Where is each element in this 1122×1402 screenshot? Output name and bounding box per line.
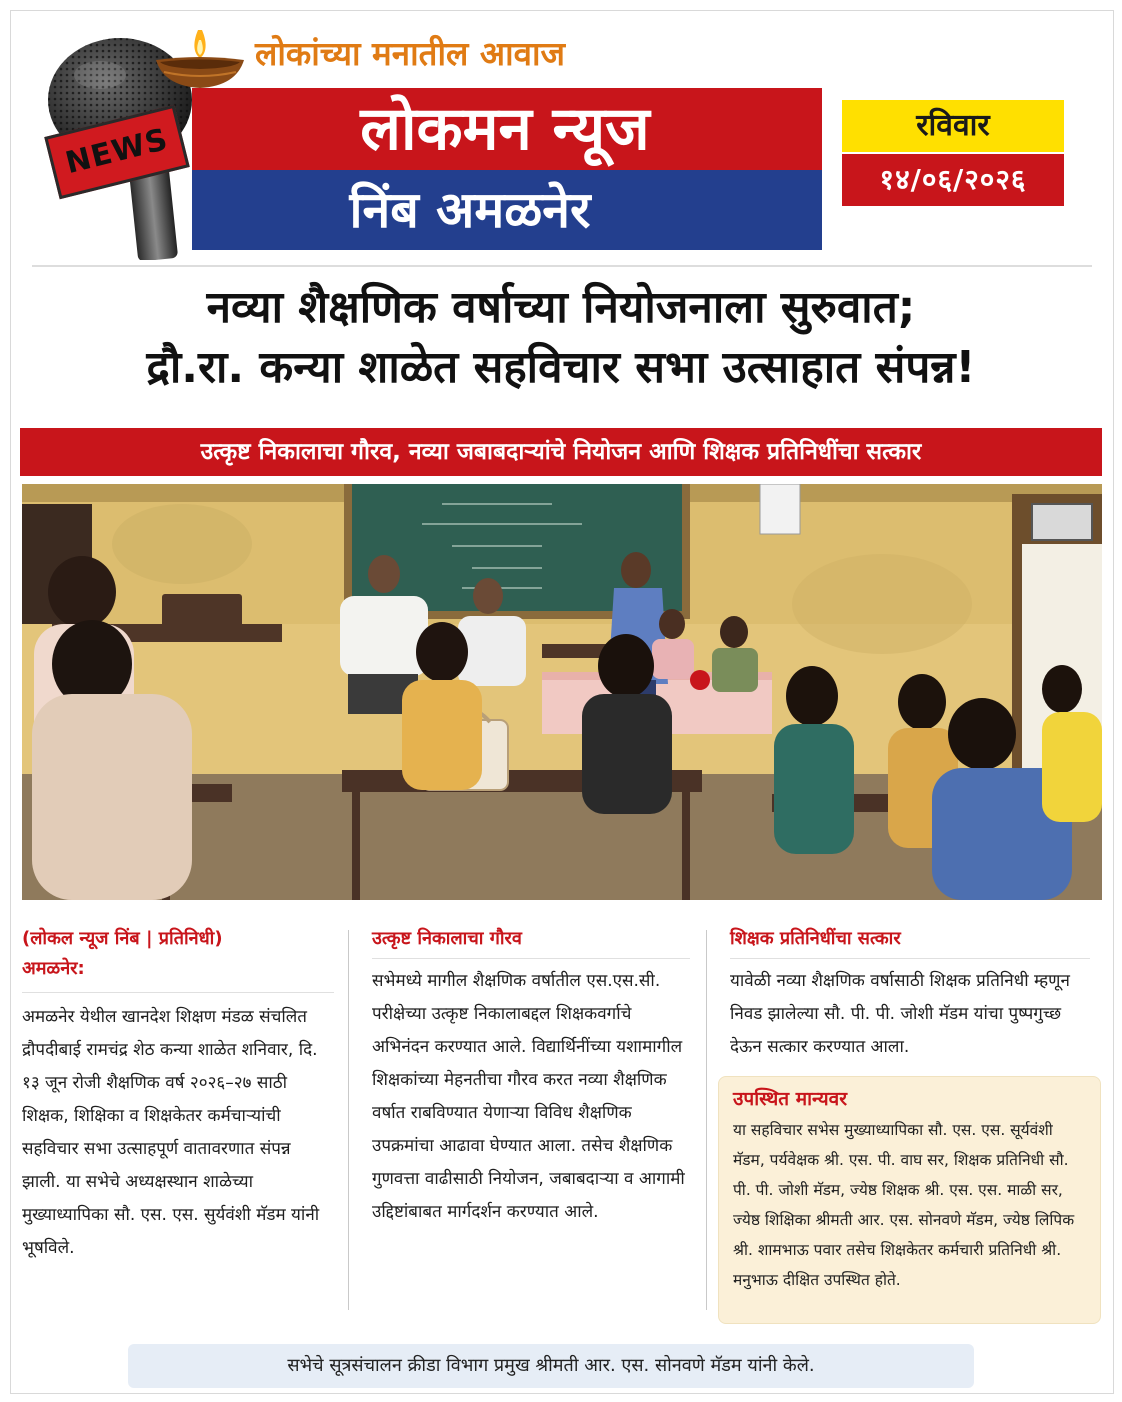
dignitaries-box	[718, 1076, 1101, 1324]
headline-line-2: द्रौ.रा. कन्या शाळेत सहविचार सभा उत्साहात संपन्न!	[146, 342, 976, 393]
headline	[20, 278, 1102, 398]
divider	[32, 265, 1092, 267]
dignitaries-heading: उपस्थित मान्यवर	[733, 1088, 847, 1110]
strapline: उत्कृष्ट निकालाचा गौरव, नव्या जबाबदाऱ्यांचे नियोजन आणि शिक्षक प्रतिनिधींचा सत्कार	[20, 428, 1102, 476]
diya-lamp-icon	[150, 24, 250, 94]
article-column-1	[22, 924, 334, 1265]
newspaper-title: लोकमन न्यूज	[360, 94, 650, 164]
dateline-place: अमळनेर:	[22, 958, 85, 979]
article-column-2	[372, 924, 690, 1229]
tagline: लोकांच्या मनातील आवाज	[255, 34, 565, 73]
newspaper-subtitle: निंब अमळनेर	[349, 181, 591, 239]
meeting-photo	[22, 484, 1102, 900]
byline: (लोकल न्यूज निंब | प्रतिनिधी)	[22, 928, 223, 949]
dignitaries-body: या सहविचार सभेस मुख्याध्यापिका सौ. एस. एस. सूर्यवंशी मॅडम, पर्यवेक्षक श्री. एस. पी. वाघ सर, शिक्षक प्रतिनिधी सौ. पी. पी. जोशी मॅडम, ज्येष्ठ शिक्षक श्री. एस. एस. माळी सर, ज्येष्ठ शिक्षिका श्रीमती आर. एस. सोनवणे मॅडम, ज्येष्ठ लिपिक श्री. शामभाऊ पवार तसेच शिक्षकेतर कर्मचारी प्रतिनिधी श्री. मनुभाऊ दीक्षित उपस्थित होते.	[733, 1121, 1075, 1289]
news-badge: NEWS	[44, 105, 190, 200]
section-heading-felicitation: शिक्षक प्रतिनिधींचा सत्कार	[730, 924, 1090, 959]
column-divider	[22, 992, 334, 993]
article-body-2: सभेमध्ये मागील शैक्षणिक वर्षातील एस.एस.सी. परीक्षेच्या उत्कृष्ट निकालाबद्दल शिक्षकवर्गाचे अभिनंदन करण्यात आले. विद्यार्थिनींच्या यशामागील शिक्षकांच्या मेहनतीचा गौरव करत नव्या शैक्षणिक वर्षात राबविण्यात येणाऱ्या विविध शैक्षणिक उपक्रमांचा आढावा घेण्यात आला. तसेच शैक्षणिक गुणवत्ता वाढीसाठी नियोजन, जबाबदाऱ्या व आगामी उद्दिष्टांबाबत मार्गदर्शन करण्यात आले.	[372, 971, 685, 1222]
section-heading-result: उत्कृष्ट निकालाचा गौरव	[372, 924, 690, 959]
classroom-illustration	[22, 484, 1102, 900]
article-body-1: अमळनेर येथील खानदेश शिक्षण मंडळ संचलित द्रौपदीबाई रामचंद्र शेठ कन्या शाळेत शनिवार, दि. १३ जून रोजी शैक्षणिक वर्ष २०२६–२७ साठी शिक्षक, शिक्षिका व शिक्षकेतर कर्मचाऱ्यांची सहविचार सभा उत्साहपूर्ण वातावरणात संपन्न झाली. या सभेचे अध्यक्षस्थान शाळेच्या मुख्याध्यापिका सौ. एस. एस. सुर्यवंशी मॅडम यांनी भूषविले.	[22, 1007, 320, 1258]
column-separator	[348, 930, 349, 1310]
article-column-3	[730, 924, 1090, 1064]
footer-note: सभेचे सूत्रसंचालन क्रीडा विभाग प्रमुख श्रीमती आर. एस. सोनवणे मॅडम यांनी केले.	[128, 1344, 974, 1388]
headline-line-1: नव्या शैक्षणिक वर्षाच्या नियोजनाला सुरुवात;	[206, 282, 916, 333]
article-body-3: यावेळी नव्या शैक्षणिक वर्षासाठी शिक्षक प्रतिनिधी म्हणून निवड झालेल्या सौ. पी. पी. जोशी मॅडम यांचा पुष्पगुच्छ देऊन सत्कार करण्यात आला.	[730, 971, 1070, 1057]
date-label: १४/०६/२०२६	[842, 154, 1064, 206]
column-separator	[706, 930, 707, 1310]
day-label: रविवार	[842, 100, 1064, 152]
